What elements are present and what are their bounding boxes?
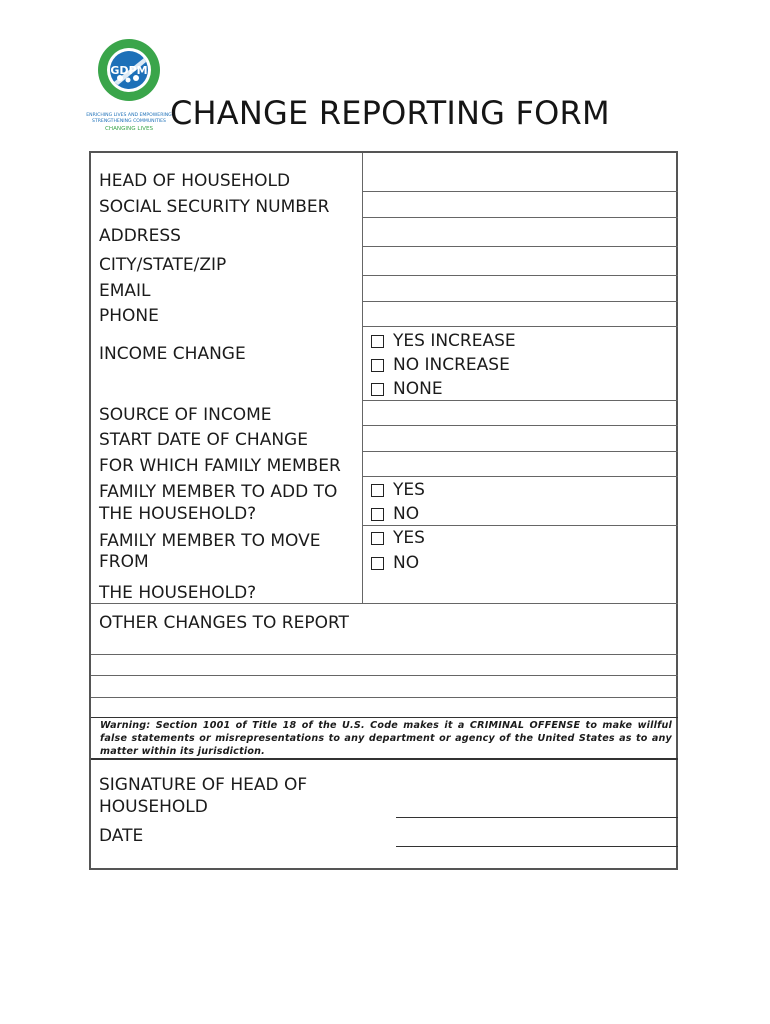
checkbox-icon bbox=[371, 532, 384, 545]
income-option-none[interactable]: NONE bbox=[371, 379, 443, 399]
checkbox-icon bbox=[371, 508, 384, 521]
move-option-no[interactable]: NO bbox=[371, 553, 419, 573]
label-head-of-household: HEAD OF HOUSEHOLD bbox=[99, 171, 291, 191]
checkbox-icon bbox=[371, 359, 384, 372]
add-option-no[interactable]: NO bbox=[371, 504, 419, 524]
label-signature-2: HOUSEHOLD bbox=[99, 797, 208, 817]
page-title: CHANGE REPORTING FORM bbox=[170, 94, 610, 132]
svg-text:CHANGING LIVES: CHANGING LIVES bbox=[104, 126, 154, 132]
change-reporting-form bbox=[89, 151, 678, 870]
label-ssn: SOCIAL SECURITY NUMBER bbox=[99, 197, 330, 217]
signature-line[interactable] bbox=[396, 817, 678, 818]
income-option-yes-increase[interactable]: YES INCREASE bbox=[371, 331, 516, 351]
label-move-member-3: THE HOUSEHOLD? bbox=[99, 583, 257, 603]
label-family-member: FOR WHICH FAMILY MEMBER bbox=[99, 456, 341, 476]
label-start-date: START DATE OF CHANGE bbox=[99, 430, 308, 450]
label-add-member-2: THE HOUSEHOLD? bbox=[99, 504, 257, 524]
checkbox-icon bbox=[371, 484, 384, 497]
label-address: ADDRESS bbox=[99, 226, 181, 246]
gdpm-logo bbox=[84, 38, 174, 134]
label-move-member-1: FAMILY MEMBER TO MOVE bbox=[99, 531, 321, 551]
checkbox-icon bbox=[371, 557, 384, 570]
label-email: EMAIL bbox=[99, 281, 151, 301]
label-other-changes: OTHER CHANGES TO REPORT bbox=[99, 613, 349, 633]
add-option-yes[interactable]: YES bbox=[371, 480, 425, 500]
label-source-of-income: SOURCE OF INCOME bbox=[99, 405, 272, 425]
label-income-change: INCOME CHANGE bbox=[99, 344, 246, 364]
label-add-member-1: FAMILY MEMBER TO ADD TO bbox=[99, 482, 338, 502]
checkbox-icon bbox=[371, 335, 384, 348]
date-line[interactable] bbox=[396, 846, 678, 847]
income-option-no-increase[interactable]: NO INCREASE bbox=[371, 355, 510, 375]
label-signature-1: SIGNATURE OF HEAD OF bbox=[99, 775, 308, 795]
label-phone: PHONE bbox=[99, 306, 159, 326]
svg-text:STRENGTHENING COMMUNITIES: STRENGTHENING COMMUNITIES bbox=[92, 119, 166, 124]
svg-text:GDPM: GDPM bbox=[110, 64, 148, 77]
checkbox-icon bbox=[371, 383, 384, 396]
label-date: DATE bbox=[99, 826, 144, 846]
label-move-member-2: FROM bbox=[99, 552, 149, 572]
warning-text: Warning: Section 1001 of Title 18 of the U.S. Code makes it a CRIMINAL OFFENSE to make willful false statements or misrepresentations to any department or agency of the United States as to any matter within its jurisdiction. bbox=[100, 720, 672, 757]
label-city-state-zip: CITY/STATE/ZIP bbox=[99, 255, 227, 275]
column-divider bbox=[362, 153, 363, 603]
move-option-yes[interactable]: YES bbox=[371, 528, 425, 548]
svg-text:ENRICHING LIVES AND EMPOWERING: ENRICHING LIVES AND EMPOWERING bbox=[86, 113, 172, 118]
